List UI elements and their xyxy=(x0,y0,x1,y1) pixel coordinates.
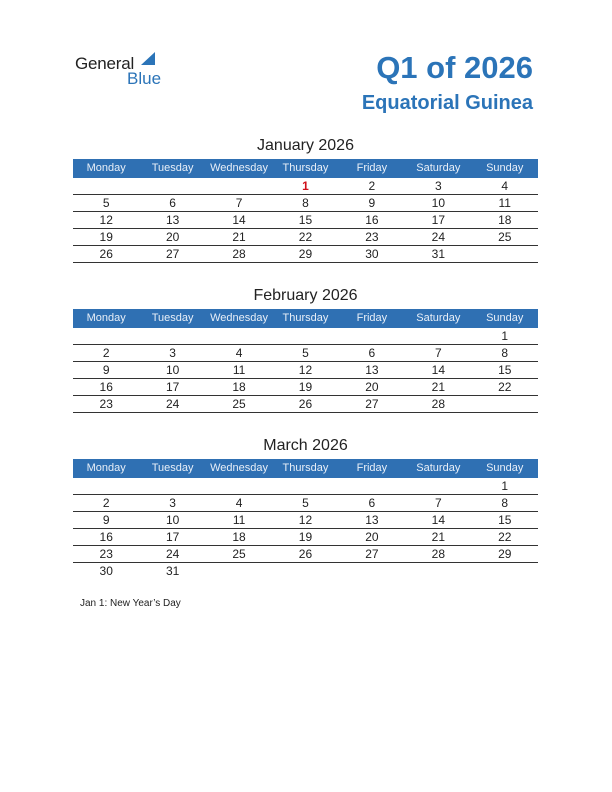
day-cell: 28 xyxy=(431,547,445,561)
day-cell xyxy=(139,178,205,194)
day-cell: 20 xyxy=(165,230,180,244)
day-cell: 26 xyxy=(298,397,313,411)
day-cell: 15 xyxy=(498,363,512,377)
weekday-label: Monday xyxy=(86,312,126,324)
weekday-header xyxy=(73,459,538,478)
day-cell xyxy=(206,328,272,344)
day-cell: 12 xyxy=(298,513,313,527)
day-cell: 23 xyxy=(99,397,113,411)
day-cell: 9 xyxy=(368,196,376,210)
day-cell: 21 xyxy=(431,530,445,544)
day-cell: 10 xyxy=(165,363,180,377)
country-subtitle: Equatorial Guinea xyxy=(361,92,533,114)
day-cell: 27 xyxy=(165,247,180,261)
week-row xyxy=(73,212,538,229)
week-row xyxy=(73,495,538,512)
day-cell xyxy=(405,478,471,494)
generalblue-logo xyxy=(75,52,175,88)
week-row xyxy=(73,362,538,379)
day-cell: 23 xyxy=(365,230,379,244)
day-cell xyxy=(472,396,538,412)
day-cell: 21 xyxy=(232,230,246,244)
weekday-header xyxy=(73,159,538,178)
weekday-label: Sunday xyxy=(486,312,524,324)
weekday-label: Tuesday xyxy=(151,312,194,324)
day-cell: 9 xyxy=(102,363,110,377)
day-cell xyxy=(139,328,205,344)
day-cell: 7 xyxy=(434,346,442,360)
day-cell: 15 xyxy=(498,513,512,527)
day-cell: 11 xyxy=(498,196,511,210)
weekday-label: Tuesday xyxy=(151,162,194,174)
day-cell: 10 xyxy=(431,196,445,210)
day-cell: 30 xyxy=(99,564,113,578)
month-title: January 2026 xyxy=(257,137,354,154)
week-row xyxy=(73,529,538,546)
day-cell: 9 xyxy=(102,513,110,527)
day-cell: 6 xyxy=(368,346,376,360)
week-row xyxy=(73,195,538,212)
day-cell: 4 xyxy=(235,496,243,510)
day-cell: 28 xyxy=(232,247,246,261)
day-cell: 5 xyxy=(302,346,309,360)
day-cell: 4 xyxy=(235,346,243,360)
week-row xyxy=(73,396,538,413)
day-cell xyxy=(206,563,272,580)
day-cell: 4 xyxy=(501,179,509,193)
day-cell: 29 xyxy=(498,547,512,561)
week-row xyxy=(73,178,538,195)
day-cell: 3 xyxy=(169,346,176,360)
weekday-label: Wednesday xyxy=(210,462,268,474)
day-cell: 31 xyxy=(431,247,445,261)
day-cell: 11 xyxy=(232,513,246,527)
weekday-label: Friday xyxy=(356,162,388,174)
weekday-label: Tuesday xyxy=(151,462,194,474)
day-cell: 2 xyxy=(102,346,110,360)
weekday-label: Thursday xyxy=(282,462,329,474)
weekday-label: Friday xyxy=(356,312,388,324)
day-cell: 19 xyxy=(298,530,313,544)
month-title: February 2026 xyxy=(253,287,358,304)
day-cell: 14 xyxy=(232,213,246,227)
day-cell: 25 xyxy=(232,547,246,561)
holiday-day-cell: 1 xyxy=(302,179,309,193)
day-cell xyxy=(73,478,139,494)
day-cell: 31 xyxy=(165,564,180,578)
logo-text-general: General xyxy=(75,54,135,73)
day-cell: 28 xyxy=(431,397,445,411)
weekday-header xyxy=(73,309,538,328)
day-cell xyxy=(339,478,405,494)
day-cell: 1 xyxy=(501,479,509,493)
day-cell xyxy=(73,328,139,344)
day-cell: 16 xyxy=(365,213,379,227)
day-cell: 6 xyxy=(169,196,176,210)
day-cell: 27 xyxy=(365,547,379,561)
day-cell xyxy=(139,478,205,494)
day-cell: 11 xyxy=(232,363,246,377)
day-cell: 26 xyxy=(99,247,113,261)
day-cell: 3 xyxy=(434,179,442,193)
day-cell: 5 xyxy=(102,196,110,210)
day-cell: 22 xyxy=(498,530,512,544)
weekday-label: Saturday xyxy=(416,462,461,474)
month-calendar-march xyxy=(73,436,538,580)
day-cell: 12 xyxy=(99,213,113,227)
day-cell: 21 xyxy=(431,380,445,394)
weekday-label: Friday xyxy=(356,462,388,474)
day-cell: 10 xyxy=(165,513,180,527)
day-cell: 25 xyxy=(498,230,512,244)
weekday-label: Saturday xyxy=(416,162,461,174)
day-cell: 22 xyxy=(498,380,512,394)
day-cell: 8 xyxy=(302,196,309,210)
week-row xyxy=(73,546,538,563)
page-title: Q1 of 2026 xyxy=(376,50,533,85)
day-cell: 19 xyxy=(99,230,113,244)
day-cell: 20 xyxy=(365,380,379,394)
day-cell: 30 xyxy=(365,247,379,261)
day-cell: 23 xyxy=(99,547,113,561)
day-cell xyxy=(339,563,405,580)
day-cell xyxy=(206,178,272,194)
week-row xyxy=(73,345,538,362)
week-row xyxy=(73,246,538,263)
day-cell: 6 xyxy=(368,496,376,510)
day-cell xyxy=(73,178,139,194)
day-cell: 24 xyxy=(165,547,180,561)
day-cell: 2 xyxy=(102,496,110,510)
day-cell xyxy=(405,563,471,580)
day-cell: 22 xyxy=(298,230,313,244)
week-row xyxy=(73,328,538,345)
weekday-label: Monday xyxy=(86,462,126,474)
day-cell: 8 xyxy=(501,496,509,510)
day-cell: 14 xyxy=(431,513,445,527)
day-cell: 16 xyxy=(99,530,113,544)
holiday-note: Jan 1: New Year’s Day xyxy=(80,598,181,609)
weekday-label: Sunday xyxy=(486,162,524,174)
weekday-label: Thursday xyxy=(282,312,329,324)
logo-text-blue: Blue xyxy=(127,69,162,88)
day-cell xyxy=(405,328,471,344)
day-cell: 18 xyxy=(232,530,246,544)
day-cell: 17 xyxy=(165,380,180,394)
day-cell: 13 xyxy=(365,363,379,377)
day-cell xyxy=(339,328,405,344)
weekday-label: Wednesday xyxy=(210,162,268,174)
day-cell: 18 xyxy=(232,380,246,394)
day-cell xyxy=(272,328,338,344)
day-cell: 17 xyxy=(431,213,445,227)
day-cell: 16 xyxy=(99,380,113,394)
day-cell: 1 xyxy=(501,329,509,343)
month-title: March 2026 xyxy=(263,437,348,454)
day-cell: 12 xyxy=(298,363,313,377)
day-cell: 26 xyxy=(298,547,313,561)
logo-triangle-icon xyxy=(141,52,155,65)
weekday-label: Saturday xyxy=(416,312,461,324)
week-row xyxy=(73,379,538,396)
day-cell: 24 xyxy=(431,230,445,244)
weekday-label: Sunday xyxy=(486,462,524,474)
day-cell: 3 xyxy=(169,496,176,510)
month-calendar-february xyxy=(73,286,538,413)
day-cell xyxy=(472,563,538,580)
day-cell: 8 xyxy=(501,346,509,360)
month-calendar-january xyxy=(73,136,538,263)
day-cell: 5 xyxy=(302,496,309,510)
week-row xyxy=(73,512,538,529)
week-row xyxy=(73,478,538,495)
weekday-label: Monday xyxy=(86,162,126,174)
day-cell: 18 xyxy=(498,213,512,227)
day-cell xyxy=(472,246,538,262)
day-cell xyxy=(272,478,338,494)
day-cell: 25 xyxy=(232,397,246,411)
day-cell: 2 xyxy=(368,179,376,193)
weekday-label: Thursday xyxy=(282,162,329,174)
day-cell xyxy=(206,478,272,494)
week-row xyxy=(73,563,538,580)
day-cell xyxy=(272,563,338,580)
day-cell: 17 xyxy=(165,530,180,544)
day-cell: 13 xyxy=(165,213,180,227)
day-cell: 19 xyxy=(298,380,313,394)
day-cell: 14 xyxy=(431,363,445,377)
day-cell: 7 xyxy=(235,196,243,210)
day-cell: 7 xyxy=(434,496,442,510)
weekday-label: Wednesday xyxy=(210,312,268,324)
day-cell: 15 xyxy=(298,213,313,227)
week-row xyxy=(73,229,538,246)
day-cell: 29 xyxy=(298,247,313,261)
day-cell: 13 xyxy=(365,513,379,527)
day-cell: 27 xyxy=(365,397,379,411)
day-cell: 20 xyxy=(365,530,379,544)
day-cell: 24 xyxy=(165,397,180,411)
